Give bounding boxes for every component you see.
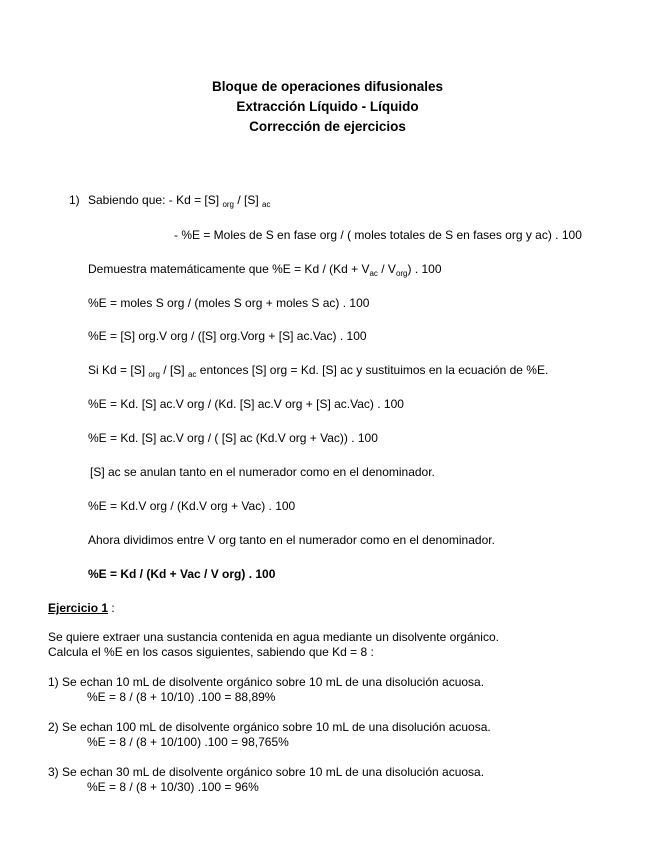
q1-given-e: - %E = Moles de S en fase org / ( moles totales de S en fases org y ac) . 100 xyxy=(174,228,582,242)
ex1-case2-answer: %E = 8 / (8 + 10/100) .100 = 98,765% xyxy=(87,735,289,749)
q1-step4: %E = Kd. [S] ac.V org / ( [S] ac (Kd.V org + Vac)) . 100 xyxy=(88,431,378,445)
q1-result: %E = Kd / (Kd + Vac / V org) . 100 xyxy=(88,567,276,581)
ex1-case1-question: 1) Se echan 10 mL de disolvente orgánico sobre 10 mL de una disolución acuosa. xyxy=(48,675,485,689)
document-subtitle: Extracción Líquido - Líquido xyxy=(236,99,419,114)
ex1-case3-question: 3) Se echan 30 mL de disolvente orgánico sobre 10 mL de una disolución acuosa. xyxy=(48,765,485,779)
ex1-case1-answer: %E = 8 / (8 + 10/10) .100 = 88,89% xyxy=(87,690,276,704)
ex1-heading: Ejercicio 1 : xyxy=(48,601,115,615)
q1-given-kd: Sabiendo que: - Kd = [S] $_{org}$ / [S] $_{ac}$ xyxy=(88,193,271,209)
ex1-case2-question: 2) Se echan 100 mL de disolvente orgánico sobre 10 mL de una disolución acuosa. xyxy=(48,720,491,734)
q1-step2: %E = [S] org.V org / ([S] org.Vorg + [S] ac.Vac) . 100 xyxy=(88,329,367,343)
q1-substitution: Si Kd = [S] $_{org}$ / [S] $_{ac}$ entonces [S] org = Kd. [S] ac y sustituimos en la ecuación de %E. xyxy=(88,363,549,379)
ex1-intro-line1: Se quiere extraer una sustancia contenida en agua mediante un disolvente orgánico. xyxy=(48,630,499,644)
q1-step3: %E = Kd. [S] ac.V org / (Kd. [S] ac.V org + [S] ac.Vac) . 100 xyxy=(88,397,404,411)
q1-demo: Demuestra matemáticamente que $\%E = Kd / (Kd + V_{ac} / V_{org})$ . 100 xyxy=(88,262,442,278)
q1-step5: %E = Kd.V org / (Kd.V org + Vac) . 100 xyxy=(88,499,296,513)
q1-step1: %E = moles S org / (moles S org + moles S ac) . 100 xyxy=(88,296,370,310)
document-section-title: Corrección de ejercicios xyxy=(249,119,406,134)
ex1-case3-answer: %E = 8 / (8 + 10/30) .100 = 96% xyxy=(87,780,259,794)
q1-divide-note: Ahora dividimos entre V org tanto en el numerador como en el denominador. xyxy=(88,533,495,547)
document-title: Bloque de operaciones difusionales xyxy=(211,79,444,94)
ex1-intro-line2: Calcula el %E en los casos siguientes, sabiendo que Kd = 8 : xyxy=(48,645,374,659)
q1-number: 1) xyxy=(69,193,80,207)
q1-cancel-note: [S] ac se anulan tanto en el numerador como en el denominador. xyxy=(90,465,435,479)
